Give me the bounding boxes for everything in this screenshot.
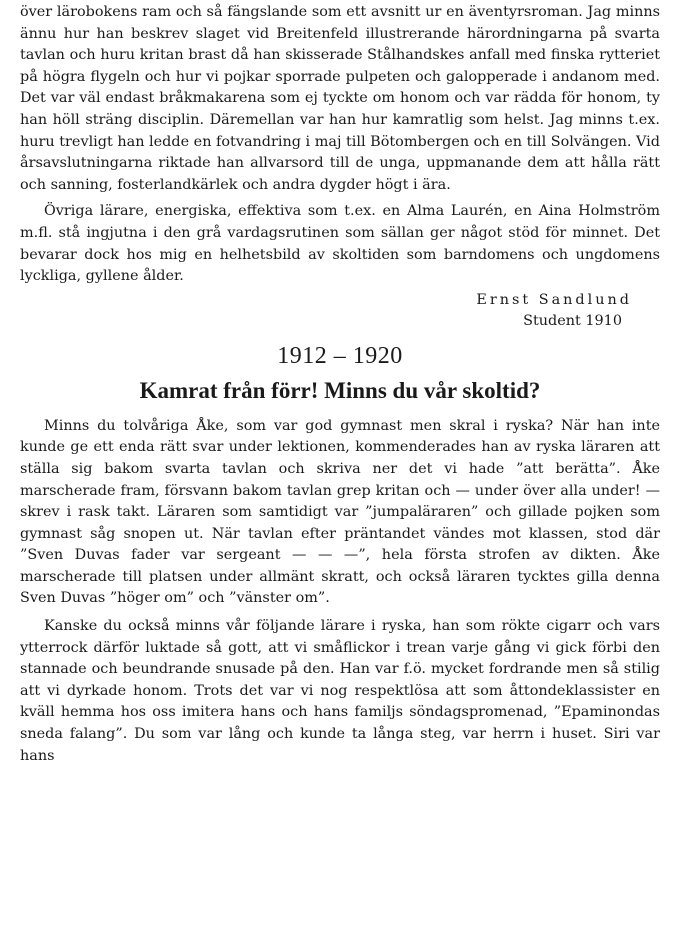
signature-name: Ernst Sandlund bbox=[476, 291, 632, 308]
paragraph-other-teachers: Övriga lärare, energiska, effektiva som t.ex. en Alma Laurén, en Aina Holmström m.fl. stå ingjutna i den grå vardagsrutinen som sällan ger något stöd för minnet. Det bevarar dock hos mig en helhetsbild av skoltiden som barndomens och ungdomens lyckliga, gyllene ålder. bbox=[20, 203, 660, 285]
signature-student-year: Student 1910 bbox=[523, 312, 622, 329]
paragraph-ake-story: Minns du tolvåriga Åke, som var god gymnast men skral i ryska? När han inte kunde ge ett enda rätt svar under lektionen, kommenderades han av ryska läraren att ställa sig bakom svarta tavlan och skriva ner det vi hade ”att berätta”. Åke marscherade fram, försvann bakom tavlan grep kritan och — under över alla under! — skrev i rask takt. Läraren som samtidigt var ”jumpaläraren” och gillade pojken som gymnast såg snopen ut. När tavlan efter präntandet vändes mot klassen, stod där ”Sven Duvas fader var sergeant — — —”, hela första strofen av dikten. Åke marscherade till platsen under allmänt skratt, och också läraren tycktes gilla denna Sven Duvas ”höger om” och ”vänster om”. bbox=[20, 417, 660, 607]
section-years-heading: 1912 – 1920 bbox=[277, 342, 403, 369]
author-signature bbox=[20, 290, 660, 332]
paragraph-russian-teacher: Kanske du också minns vår följande lärare i ryska, han som rökte cigarr och vars ytterrock därför luktade så gott, att vi småflickor i trean varje gång vi gick förbi den stannade och beundrande snusade på den. Han var f.ö. mycket fordrande men så stilig att vi dyrkade honom. Trots det var vi nog respektlösa att som åttondeklassister en kväll hemma hos oss imitera hans och hans familjs söndagspromenad, ”Epaminondas sneda falang”. Du som var lång och kunde ta långa steg, var herrn i huset. Siri var hans bbox=[20, 618, 660, 764]
section-title-heading: Kamrat från förr! Minns du vår skoltid? bbox=[139, 377, 541, 403]
paragraph-breitenfeld-memory: över lärobokens ram och så fängslande som ett avsnitt ur en äventyrsroman. Jag minns ännu hur han beskrev slaget vid Breitenfeld illustrerande härordningarna på svarta tavlan och huru kritan brast då han skisserade Stålhandskes anfall med finska rytteriet på högra flygeln och hur vi pojkar sporrade pulpeten och galopperade i andanom med. Det var väl endast bråkmakarena som ej tyckte om honom och var rädda för honom, ty han höll sträng disciplin. Däremellan var han hur kamratlig som helst. Jag minns t.ex. huru trevligt han ledde en fotvandring i maj till Bötombergen och en till Solvängen. Vid årsavslutningarna riktade han allvarsord till de unga, uppmanande dem att hålla rätt och sanning, fosterlandkärlek och andra dygder högt i ära. bbox=[20, 4, 660, 193]
document-page bbox=[20, 0, 660, 767]
